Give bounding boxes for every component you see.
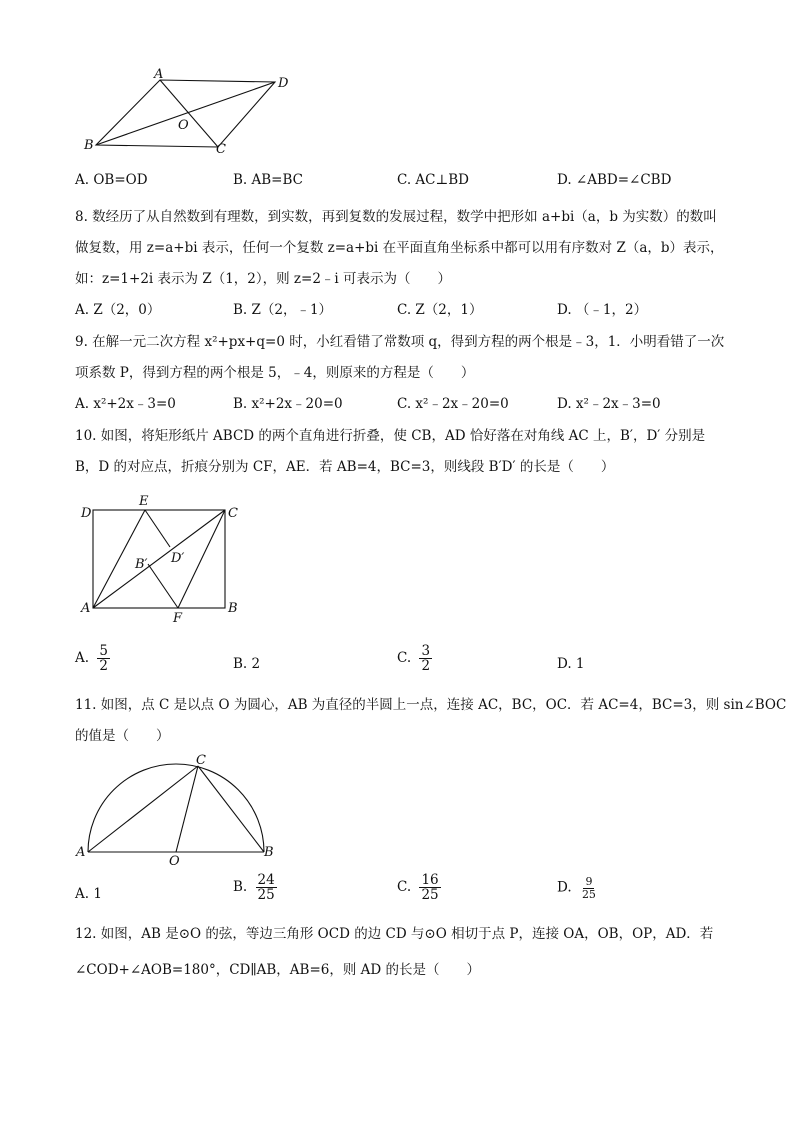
q8-line-1: 8. 数经历了从自然数到有理数，到实数，再到复数的发展过程，数学中把形如 a+bi（a，b 为实数）的数叫: [75, 209, 717, 225]
fraction: [580, 876, 598, 900]
q7-option-b[interactable]: B. AB=BC: [233, 172, 303, 188]
q9-line-2: 项系数 P，得到方程的两个根是 5，﹣4，则原来的方程是（ ）: [75, 365, 475, 381]
segment-ed1: [145, 510, 170, 547]
q9-option-d[interactable]: D. x²﹣2x﹣3=0: [557, 396, 661, 412]
denominator: 25: [421, 887, 439, 904]
q11-line-2: 的值是（ ）: [75, 728, 170, 744]
label-e: E: [139, 494, 149, 509]
denominator: 2: [421, 658, 431, 675]
label-f: F: [173, 611, 183, 625]
q11-option-d[interactable]: [557, 876, 598, 900]
label-a: A: [154, 67, 164, 82]
numerator: 24: [257, 872, 275, 888]
label-a: A: [81, 601, 91, 616]
chord-bc: [198, 766, 264, 852]
label-c: C: [228, 506, 238, 521]
q8-option-b[interactable]: B. Z（2，﹣1）: [233, 302, 333, 318]
label-b: B: [264, 845, 274, 860]
q10-option-a-label: A.: [75, 650, 90, 667]
q12-line-1: 12. 如图，AB 是⊙O 的弦，等边三角形 OCD 的边 CD 与⊙O 相切于点 P，连接 OA，OB，OP，AD．若: [75, 926, 714, 942]
numerator: 9: [585, 875, 593, 888]
label-o: O: [169, 854, 180, 867]
label-b: B: [84, 138, 94, 153]
radius-oc: [176, 766, 198, 852]
label-a: A: [76, 845, 86, 860]
fraction: [97, 644, 110, 673]
q8-line-3: 如：z=1+2i 表示为 Z（1，2），则 z=2﹣i 可表示为（ ）: [75, 271, 452, 287]
label-d: D: [278, 76, 289, 91]
numerator: 5: [99, 643, 108, 659]
q10-option-c[interactable]: [397, 644, 432, 673]
parallelogram-figure: [80, 65, 300, 160]
diagonal-bd: [96, 82, 275, 145]
label-o: O: [178, 118, 189, 133]
q9-option-b[interactable]: B. x²+2x﹣20=0: [233, 396, 343, 412]
q10-option-a[interactable]: [75, 644, 110, 673]
fold-cf: [178, 510, 225, 608]
q11-option-c-label: C.: [397, 879, 412, 896]
q8-line-2: 做复数，用 z=a+bi 表示，任何一个复数 z=a+bi 在平面直角坐标系中都可以用有序数对 Z（a，b）表示，: [75, 240, 724, 256]
segment-fb1: [148, 564, 178, 608]
semicircle-figure: [72, 752, 282, 867]
denominator: 2: [99, 658, 108, 675]
q11-option-c[interactable]: [397, 873, 441, 902]
q12-line-2: ∠COD+∠AOB=180°，CD∥AB，AB=6，则 AD 的长是（ ）: [75, 962, 481, 978]
q11-option-a[interactable]: A. 1: [75, 886, 102, 902]
q10-option-c-label: C.: [397, 650, 412, 667]
numerator: 3: [421, 643, 431, 659]
label-d: D: [81, 506, 92, 521]
q8-option-d[interactable]: D. （﹣1，2）: [557, 302, 648, 318]
q8-option-a[interactable]: A. Z（2，0）: [75, 302, 161, 318]
label-c: C: [196, 753, 206, 768]
q8-option-c[interactable]: C. Z（2，1）: [397, 302, 483, 318]
rectangle-fold-figure: [72, 490, 257, 625]
q7-option-c[interactable]: C. AC⊥BD: [397, 172, 469, 188]
q11-line-1: 11. 如图，点 C 是以点 O 为圆心，AB 为直径的半圆上一点，连接 AC，BC，OC．若 AC=4，BC=3，则 sin∠BOC: [75, 697, 787, 713]
q11-option-b[interactable]: [233, 873, 277, 902]
diagonal-ac: [160, 80, 218, 147]
q11-option-d-label: D.: [557, 879, 572, 896]
q7-option-a[interactable]: A. OB=OD: [75, 172, 148, 188]
label-b: B: [228, 601, 238, 616]
q9-option-a[interactable]: A. x²+2x﹣3=0: [75, 396, 176, 412]
q9-option-c[interactable]: C. x²﹣2x﹣20=0: [397, 396, 509, 412]
numerator: 16: [421, 872, 439, 888]
q9-line-1: 9. 在解一元二次方程 x²+px+q=0 时，小红看错了常数项 q，得到方程的两个根是﹣3，1．小明看错了一次: [75, 334, 725, 350]
label-b-prime: B′: [135, 557, 148, 572]
denominator: 25: [581, 887, 596, 901]
diagonal-ac: [93, 510, 225, 608]
fraction: [419, 644, 432, 673]
fraction: [256, 873, 277, 902]
chord-ac: [88, 766, 198, 852]
q7-option-d[interactable]: D. ∠ABD=∠CBD: [557, 172, 672, 188]
fraction: [419, 873, 440, 902]
label-d-prime: D′: [171, 551, 185, 566]
q10-line-1: 10. 如图，将矩形纸片 ABCD 的两个直角进行折叠，使 CB，AD 恰好落在对角线 AC 上，B′，D′ 分别是: [75, 428, 706, 444]
q10-option-b[interactable]: B. 2: [233, 656, 261, 672]
q10-line-2: B，D 的对应点，折痕分别为 CF，AE．若 AB=4，BC=3，则线段 B′D′ 的长是（ ）: [75, 459, 615, 475]
denominator: 25: [257, 887, 275, 904]
semicircle-arc: [88, 764, 264, 852]
q10-option-d[interactable]: D. 1: [557, 656, 585, 672]
label-c: C: [216, 142, 226, 157]
q11-option-b-label: B.: [233, 879, 248, 896]
